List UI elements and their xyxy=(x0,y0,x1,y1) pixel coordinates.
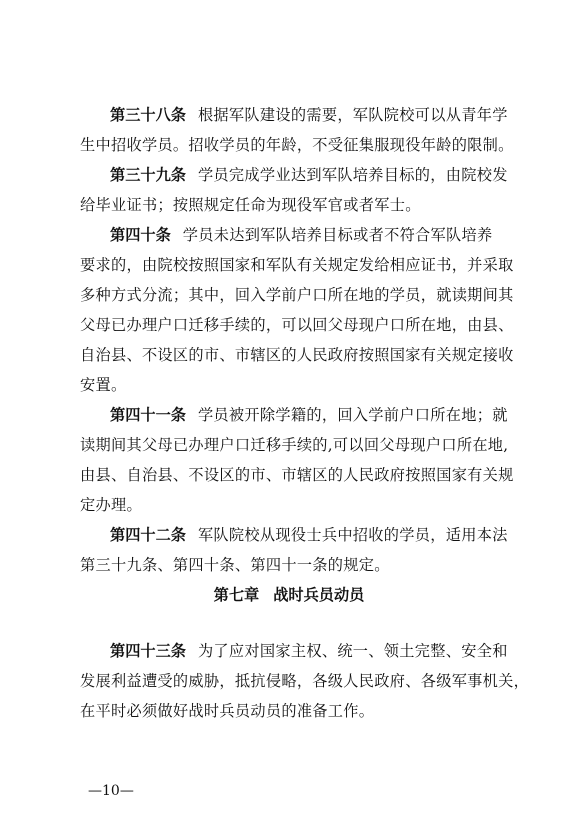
article-41-text-1: 学员被开除学籍的，回入学前户口所在地；就 xyxy=(197,406,508,424)
article-41-line-4: 定办理。 xyxy=(80,496,142,514)
article-43-line-1 xyxy=(110,640,508,662)
article-38-line-1 xyxy=(110,104,508,126)
chapter-heading xyxy=(0,584,578,606)
article-40-line-6: 安置。 xyxy=(80,376,127,394)
article-43-label: 第四十三条 xyxy=(110,642,186,660)
article-40-line-2: 要求的，由院校按照国家和军队有关规定发给相应证书，并采取 xyxy=(80,256,514,274)
article-42-line-1 xyxy=(110,524,508,546)
article-40-text-1: 学员未达到军队培养目标或者不符合军队培养 xyxy=(182,226,493,244)
article-40-line-5: 自治县、不设区的市、市辖区的人民政府按照国家有关规定接收 xyxy=(80,346,514,364)
article-39-line-2: 给毕业证书；按照规定任命为现役军官或者军士。 xyxy=(80,196,421,214)
article-43-line-3: 在平时必须做好战时兵员动员的准备工作。 xyxy=(80,702,375,720)
article-41-line-2: 读期间其父母已办理户口迁移手续的,可以回父母现户口所在地, xyxy=(80,436,509,454)
article-40-line-1 xyxy=(110,224,508,246)
article-42-line-2: 第三十九条、第四十条、第四十一条的规定。 xyxy=(80,556,390,574)
page-number: —10— xyxy=(88,783,134,799)
article-39-label: 第三十九条 xyxy=(110,166,186,184)
article-41-label: 第四十一条 xyxy=(110,406,186,424)
chapter-number: 第七章 xyxy=(213,586,260,604)
article-41-line-1 xyxy=(110,404,508,426)
article-39-text-1: 学员完成学业达到军队培养目标的，由院校发 xyxy=(197,166,508,184)
article-42-text-1: 军队院校从现役士兵中招收的学员，适用本法 xyxy=(197,526,508,544)
article-39-line-1 xyxy=(110,164,508,186)
chapter-title: 战时兵员动员 xyxy=(273,586,365,604)
article-43-line-2: 发展利益遭受的威胁，抵抗侵略，各级人民政府、各级军事机关， xyxy=(80,672,530,690)
article-38-text-1: 根据军队建设的需要，军队院校可以从青年学 xyxy=(197,106,508,124)
article-40-label: 第四十条 xyxy=(110,226,171,244)
article-41-line-3: 由县、自治县、不设区的市、市辖区的人民政府按照国家有关规 xyxy=(80,466,514,484)
article-40-line-3: 多种方式分流；其中，回入学前户口所在地的学员，就读期间其 xyxy=(80,286,514,304)
article-43-text-1: 为了应对国家主权、统一、领土完整、安全和 xyxy=(197,642,508,660)
article-38-label: 第三十八条 xyxy=(110,106,186,124)
article-42-label: 第四十二条 xyxy=(110,526,186,544)
article-38-line-2: 生中招收学员。招收学员的年龄，不受征集服现役年龄的限制。 xyxy=(80,136,514,154)
article-40-line-4: 父母已办理户口迁移手续的，可以回父母现户口所在地，由县、 xyxy=(80,316,514,334)
